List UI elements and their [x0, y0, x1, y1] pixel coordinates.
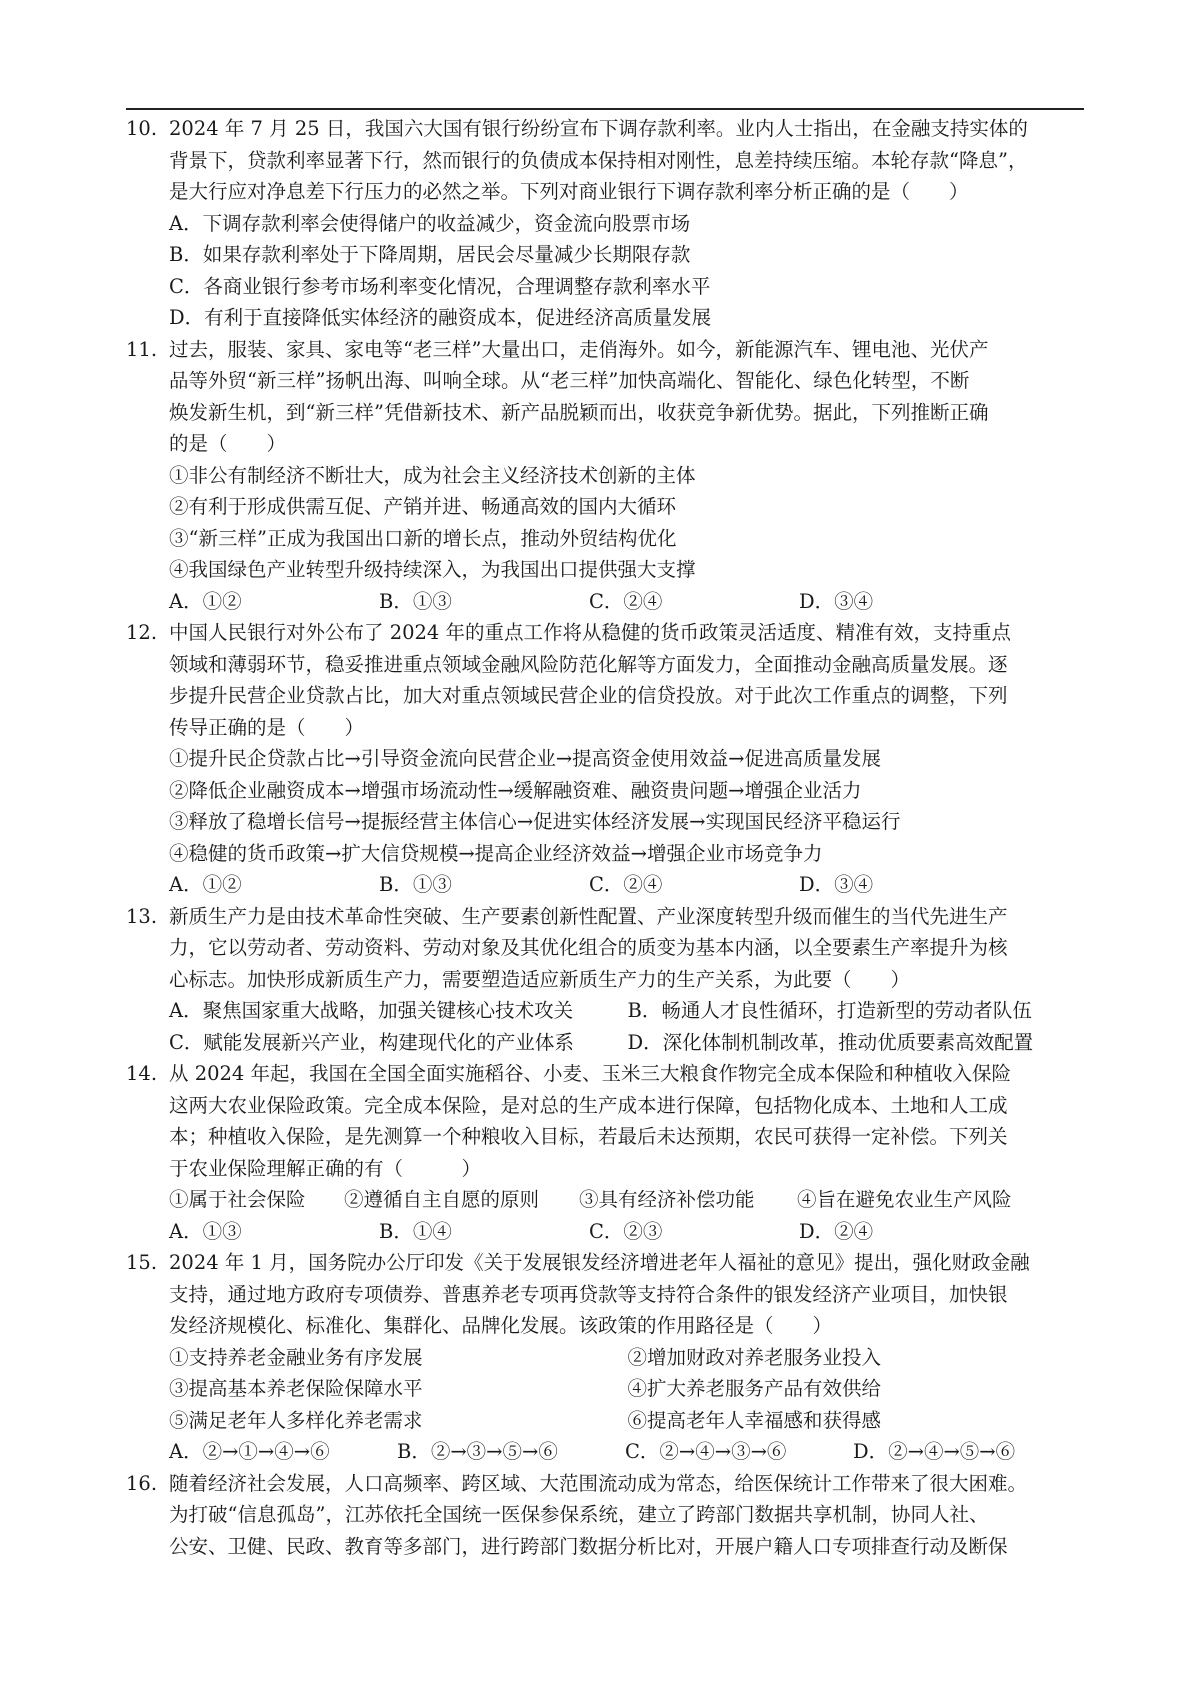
- question-stem-line: 2024 年 1 月，国务院办公厅印发《关于发展银发经济增进老年人福祉的意见》提出，强化财政金融: [169, 1251, 1030, 1274]
- statement-item: ③“新三样”正成为我国出口新的增长点，推动外贸结构优化: [169, 526, 677, 550]
- question-number: 13.: [126, 904, 158, 928]
- question-stem-line: 品等外贸“新三样”扬帆出海、叫响全球。从“老三样”加快高端化、智能化、绿色化转型，不断: [169, 369, 970, 392]
- question-14: [126, 1058, 1086, 1247]
- statement-item: ①支持养老金融业务有序发展: [169, 1345, 423, 1369]
- question-stem-line: 发经济规模化、标准化、集群化、品牌化发展。该政策的作用路径是（ ）: [169, 1314, 833, 1337]
- question-stem-line: 传导正确的是（ ）: [169, 715, 365, 739]
- question-number: 14.: [126, 1062, 158, 1085]
- question-number: 15.: [126, 1251, 158, 1274]
- question-stem-line: 新质生产力是由技术革命性突破、生产要素创新性配置、产业深度转型升级而催生的当代先进生产: [169, 904, 1008, 928]
- statement-row: [169, 1373, 1086, 1405]
- choice-row: [169, 869, 1086, 901]
- header-rule: [126, 108, 1084, 110]
- statement-item: ②降低企业融资成本→增强市场流动性→缓解融资难、融资贵问题→增强企业活力: [169, 778, 862, 802]
- option-b: B．畅通人才良性循环，打造新型的劳动者队伍: [627, 999, 1032, 1022]
- choice-c: C．②③: [589, 1219, 663, 1243]
- question-number: 12.: [126, 621, 158, 644]
- statement-item: ③具有经济补偿功能: [579, 1188, 755, 1211]
- choice-row: [169, 586, 1086, 618]
- statement-item: ③提高基本养老保险保障水平: [169, 1377, 423, 1400]
- question-stem-line: 的是（ ）: [169, 432, 287, 455]
- question-stem-line: 支持，通过地方政府专项债券、普惠养老专项再贷款等支持符合条件的银发经济产业项目，加快银: [169, 1282, 1008, 1306]
- exam-page: [126, 113, 1086, 1562]
- statement-item: ④扩大养老服务产品有效供给: [627, 1377, 882, 1400]
- question-stem-line: 中国人民银行对外公布了 2024 年的重点工作将从稳健的货币政策灵活适度、精准有效，支持重点: [169, 621, 1012, 644]
- choice-b: B．①④: [379, 1219, 452, 1243]
- question-10: [126, 113, 1086, 334]
- choice-row: [169, 1436, 1086, 1468]
- choice-c: C．②④: [589, 589, 663, 613]
- question-stem-line: 焕发新生机，到“新三样”凭借新技术、新产品脱颖而出，收获竞争新优势。据此，下列推断正确: [169, 400, 989, 424]
- question-stem-line: 公安、卫健、民政、教育等多部门，进行跨部门数据分析比对，开展户籍人口专项排查行动及断保: [169, 1534, 1008, 1558]
- option-d: D．深化体制机制改革，推动优质要素高效配置: [627, 1030, 1034, 1054]
- option-a: A．下调存款利率会使得储户的收益减少，资金流向股票市场: [169, 211, 691, 235]
- choice-d: D．②→④→⑤→⑥: [853, 1440, 1016, 1463]
- question-stem-line: 2024 年 7 月 25 日，我国六大国有银行纷纷宣布下调存款利率。业内人士指出，在金融支持实体的: [169, 117, 1028, 140]
- question-stem-line: 于农业保险理解正确的有（ ）: [169, 1156, 482, 1180]
- statement-row: [169, 1342, 1086, 1374]
- question-stem-line: 随着经济社会发展，人口高频率、跨区域、大范围流动成为常态，给医保统计工作带来了很大困难。: [169, 1471, 1028, 1495]
- question-stem-line: 步提升民营企业贷款占比，加大对重点领域民营企业的信贷投放。对于此次工作重点的调整，下列: [169, 684, 1008, 707]
- question-stem-line: 力，它以劳动者、劳动资料、劳动对象及其优化组合的质变为基本内涵，以全要素生产率提升为核: [169, 936, 1008, 959]
- question-11: [126, 334, 1086, 618]
- statement-item: ③释放了稳增长信号→提振经营主体信心→促进实体经济发展→实现国民经济平稳运行: [169, 810, 901, 833]
- option-c: C．赋能发展新兴产业，构建现代化的产业体系: [169, 1030, 574, 1054]
- choice-d: D．②④: [799, 1219, 874, 1243]
- option-a: A．聚焦国家重大战略，加强关键核心技术攻关: [169, 999, 574, 1022]
- question-13: [126, 901, 1086, 1059]
- choice-b: B．②→③→⑤→⑥: [397, 1440, 558, 1463]
- question-stem-line: 背景下，贷款利率显著下行，然而银行的负债成本保持相对刚性，息差持续压缩。本轮存款“降息”，: [169, 148, 1028, 172]
- question-stem-line: 从 2024 年起，我国在全国全面实施稻谷、小麦、玉米三大粮食作物完全成本保险和种植收入保险: [169, 1062, 1012, 1085]
- question-number: 11.: [126, 337, 158, 361]
- choice-a: A．②→①→④→⑥: [169, 1440, 330, 1463]
- question-stem-line: 是大行应对净息差下行压力的必然之举。下列对商业银行下调存款利率分析正确的是（ ）: [169, 180, 969, 203]
- choice-b: B．①③: [379, 873, 452, 896]
- question-stem-line: 领域和薄弱环节，稳妥推进重点领域金融风险防范化解等方面发力，全面推动金融高质量发展。逐: [169, 652, 1008, 676]
- statement-item: ②有利于形成供需互促、产销并进、畅通高效的国内大循环: [169, 495, 677, 518]
- question-16: [126, 1468, 1086, 1563]
- option-b: B．如果存款利率处于下降周期，居民会尽量减少长期限存款: [169, 243, 691, 266]
- statement-item: ⑥提高老年人幸福感和获得感: [627, 1408, 882, 1432]
- choice-d: D．③④: [799, 873, 874, 896]
- choice-c: C．②④: [589, 873, 663, 896]
- question-stem-line: 这两大农业保险政策。完全成本保险，是对总的生产成本进行保障，包括物化成本、土地和人工成: [169, 1093, 1008, 1117]
- statement-item: ④旨在避免农业生产风险: [797, 1188, 1012, 1211]
- statement-item: ④我国绿色产业转型升级持续深入，为我国出口提供强大支撑: [169, 558, 696, 581]
- choice-d: D．③④: [799, 589, 874, 613]
- statement-row: [169, 1405, 1086, 1437]
- question-12: [126, 617, 1086, 901]
- question-15: [126, 1247, 1086, 1468]
- choice-a: A．①②: [169, 873, 242, 896]
- choice-a: A．①②: [169, 589, 242, 613]
- question-number: 16.: [126, 1471, 158, 1495]
- option-d: D．有利于直接降低实体经济的融资成本，促进经济高质量发展: [169, 306, 712, 329]
- choice-a: A．①③: [169, 1219, 242, 1243]
- choice-row: [169, 1216, 1086, 1248]
- statement-item: ②遵循自主自愿的原则: [344, 1188, 540, 1211]
- statement-item: ②增加财政对养老服务业投入: [627, 1345, 882, 1369]
- choice-c: C．②→④→③→⑥: [625, 1440, 787, 1463]
- choice-row: [169, 995, 1086, 1027]
- choice-row: [169, 1027, 1086, 1059]
- question-stem-line: 心标志。加快形成新质生产力，需要塑造适应新质生产力的生产关系，为此要（ ）: [169, 967, 911, 991]
- option-c: C．各商业银行参考市场利率变化情况，合理调整存款利率水平: [169, 274, 711, 298]
- question-number: 10.: [126, 117, 158, 140]
- question-stem-line: 本；种植收入保险，是先测算一个种粮收入目标，若最后未达预期，农民可获得一定补偿。下列关: [169, 1125, 1008, 1148]
- statement-item: ①非公有制经济不断壮大，成为社会主义经济技术创新的主体: [169, 463, 696, 487]
- statement-item: ④稳健的货币政策→扩大信贷规模→提高企业经济效益→增强企业市场竞争力: [169, 841, 823, 865]
- statement-item: ①属于社会保险: [169, 1188, 306, 1211]
- choice-b: B．①③: [379, 589, 452, 613]
- question-stem-line: 过去，服装、家具、家电等“老三样”大量出口，走俏海外。如今，新能源汽车、锂电池、光伏产: [169, 337, 989, 361]
- statement-row: [169, 1184, 1086, 1216]
- question-stem-line: 为打破“信息孤岛”，江苏依托全国统一医保参保系统，建立了跨部门数据共享机制，协同人社、: [169, 1503, 989, 1526]
- statement-item: ⑤满足老年人多样化养老需求: [169, 1408, 423, 1432]
- statement-item: ①提升民企贷款占比→引导资金流向民营企业→提高资金使用效益→促进高质量发展: [169, 747, 882, 770]
